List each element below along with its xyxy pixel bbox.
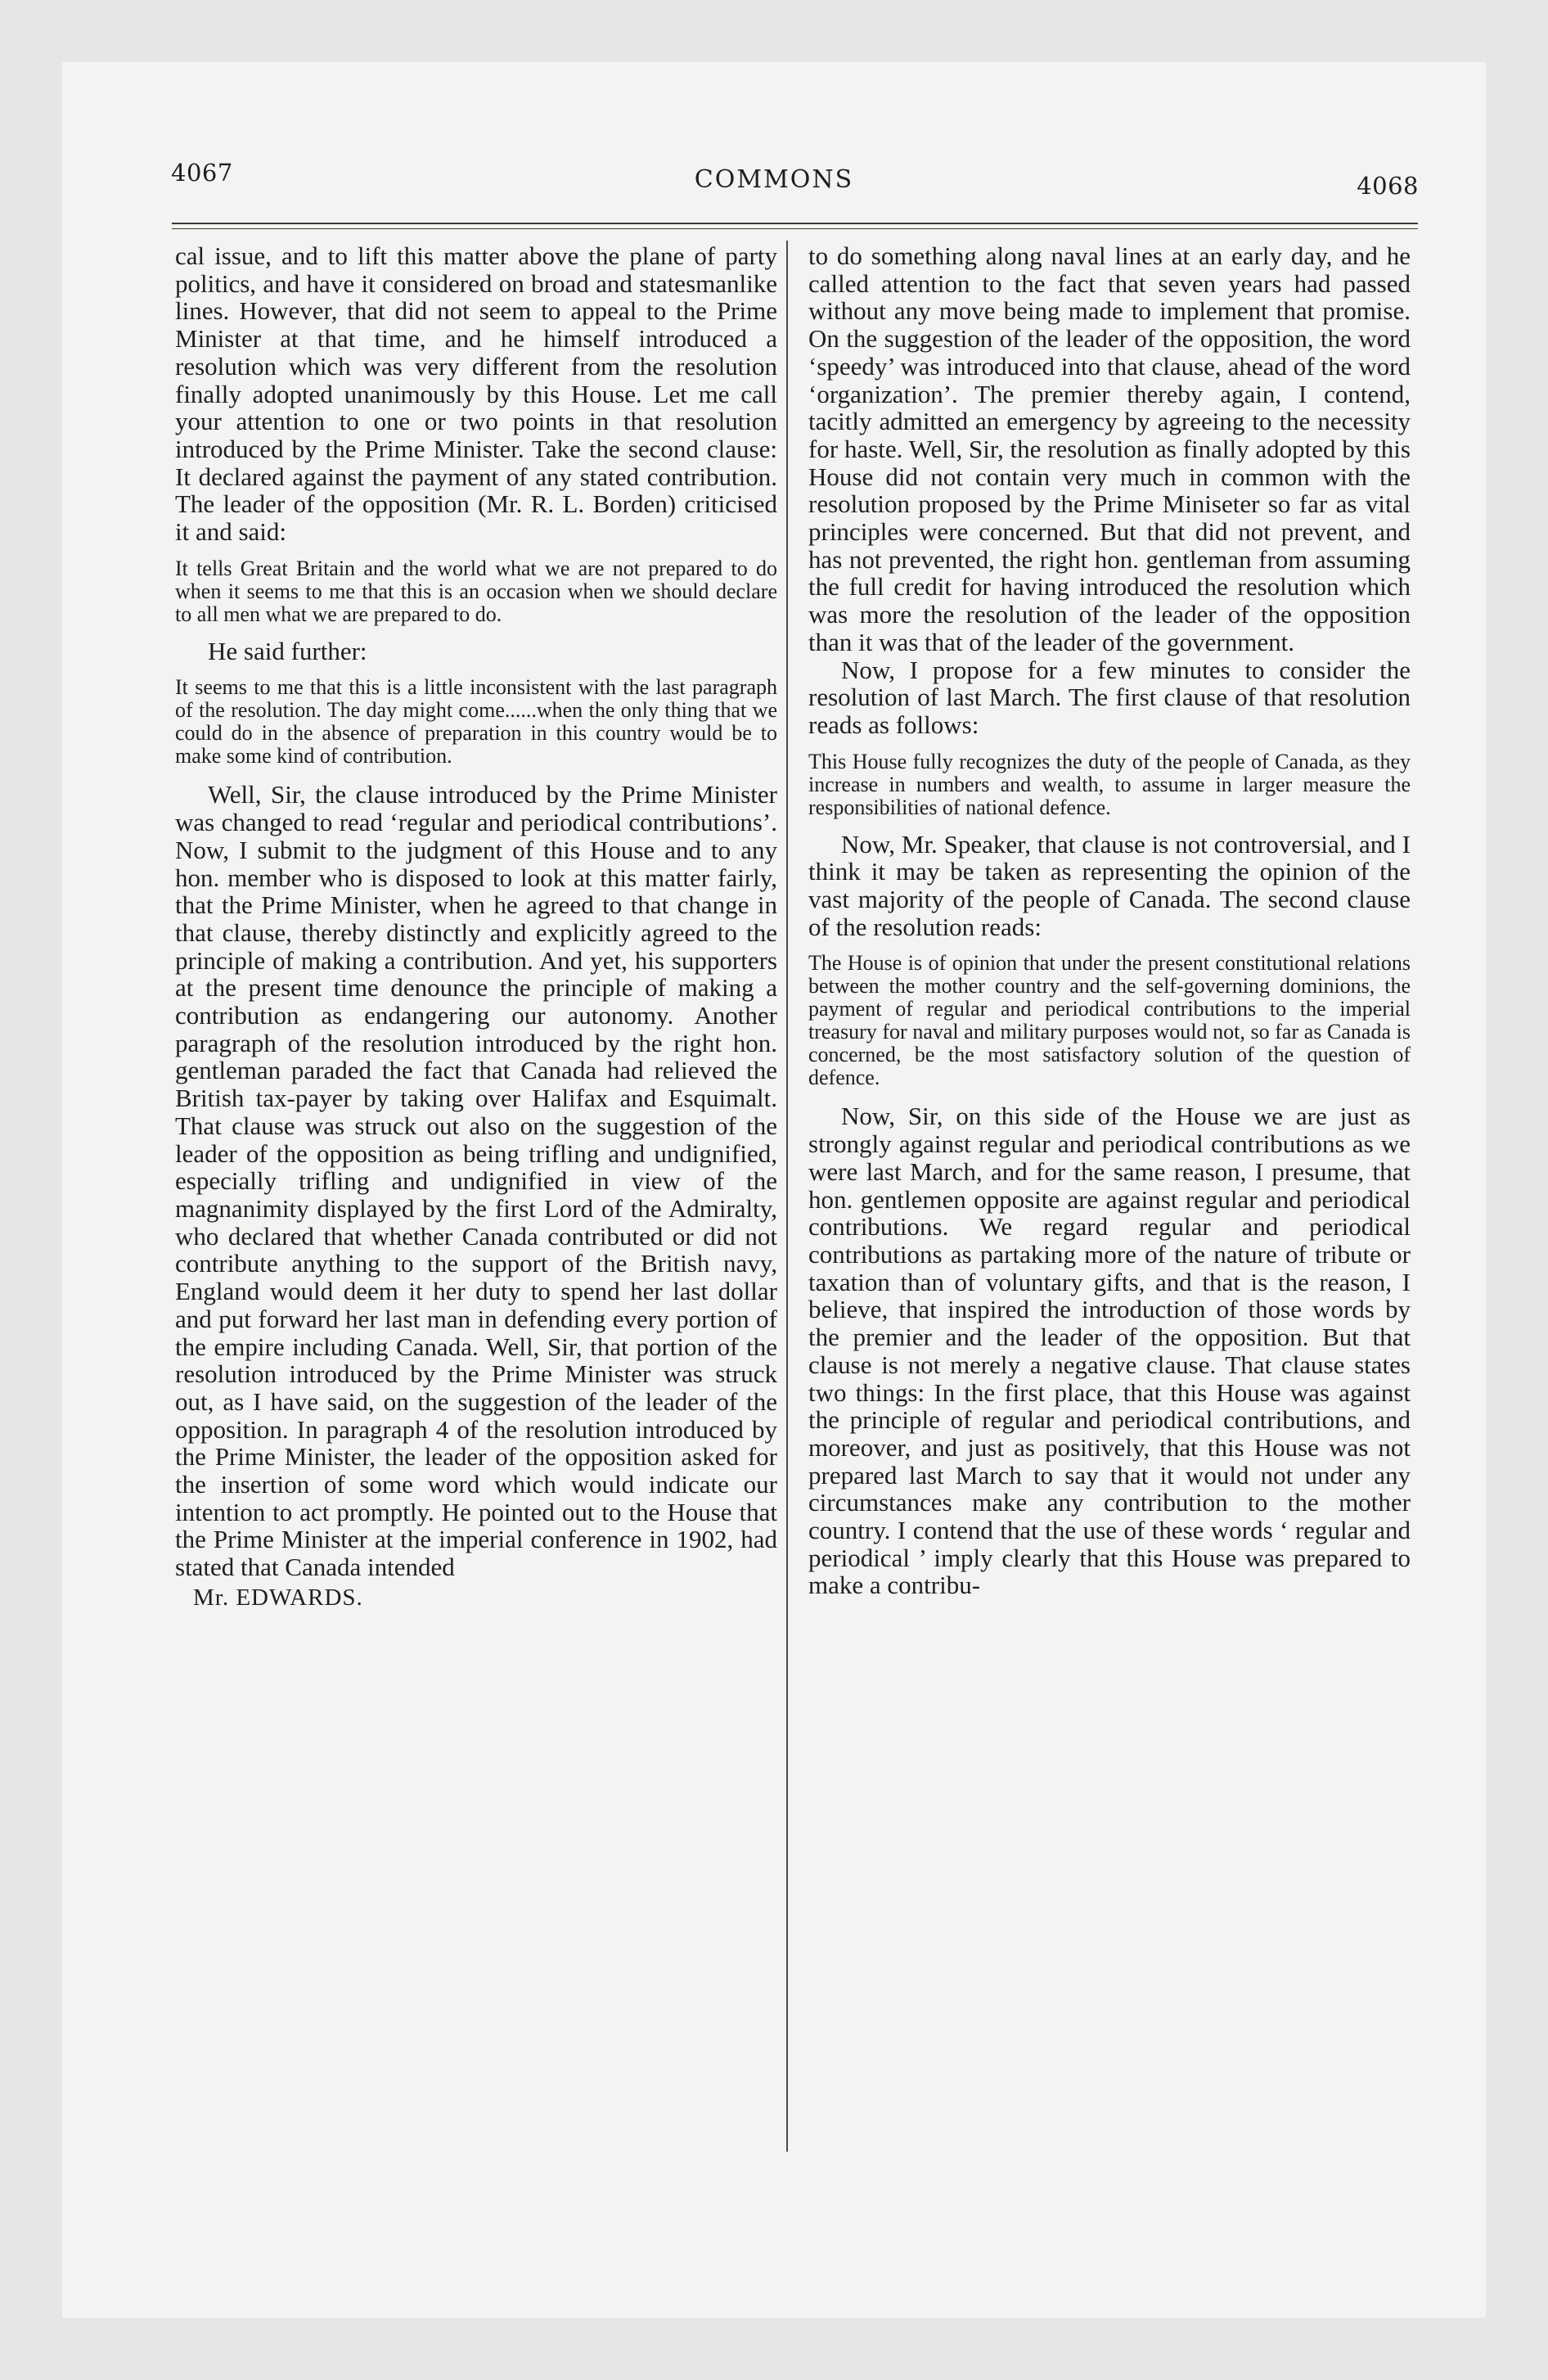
- left-column: [175, 242, 777, 1612]
- block-quote: It seems to me that this is a little inconsistent with the last paragraph of the resolution. The day might come......when the only thing that we could do in the absence of preparation in this country would be to make some kind of contribution.: [175, 675, 777, 769]
- running-head: COMMONS: [694, 165, 854, 194]
- paragraph: to do something along naval lines at an early day, and he called attention to the fact that seven years had passed without any move being made to implement that promise. On the suggestion of the leader of the opposition, the word ‘speedy’ was introduced into that clause, ahead of the word ‘organization’. The premier thereby again, I contend, tacitly admitted an emergency by agreeing to the necessity for haste. Well, Sir, the resolution as finally adopted by this House did not contain very much in common with the resolution proposed by the Prime Miniseter so far as vital principles were concerned. But that did not prevent, and has not prevented, the right hon. gentleman from assuming the full credit for having introduced the resolution which was more the resolution of the leader of the opposition than it was that of the leader of the government.: [808, 241, 1411, 656]
- page-sheet: [62, 62, 1486, 2318]
- paragraph: Now, Sir, on this side of the House we are just as strongly against regular and periodical contributions as we were last March, and for the same reason, I presume, that hon. gentlemen opposite are against regular and periodical contributions. We regard regular and periodical contributions as partaking more of the nature of tribute or taxation than of voluntary gifts, and that is the reason, I believe, that inspired the introduction of those words by the premier and the leader of the opposition. But that clause is not merely a negative clause. That clause states two things: In the first place, that this House was against the principle of regular and periodical contributions, and moreover, and just as positively, that this House was not prepared last March to say that it would not under any circumstances make any contribution to the mother country. I contend that the use of these words ‘ regular and periodical ’ imply clearly that this House was prepared to make a contribu-: [808, 1102, 1411, 1600]
- block-quote: This House fully recognizes the duty of the people of Canada, as they increase in numbers and wealth, to assume in larger measure the responsibilities of national defence.: [808, 749, 1411, 819]
- page-number-left: 4067: [171, 159, 233, 187]
- column-divider: [786, 241, 788, 2152]
- paragraph: Now, Mr. Speaker, that clause is not controversial, and I think it may be taken as representing the opinion of the vast majority of the people of Canada. The second clause of the resolution reads:: [808, 829, 1411, 941]
- page-number-right: 4068: [1357, 172, 1419, 200]
- paragraph: He said further:: [208, 636, 367, 665]
- right-column: [808, 242, 1411, 1599]
- header-rule: [172, 223, 1418, 224]
- page-header: [62, 159, 1486, 208]
- paragraph: cal issue, and to lift this matter above the plane of party politics, and have it considered on broad and statesmanlike lines. However, that did not seem to appeal to the Prime Minister at that time, and he himself introduced a resolution which was very different from the resolution finally adopted unanimously by this House. Let me call your attention to one or two points in that resolution introduced by the Prime Minister. Take the second clause: It declared against the payment of any stated contribution. The leader of the opposition (Mr. R. L. Borden) criticised it and said:: [175, 241, 777, 547]
- paragraph: Well, Sir, the clause introduced by the Prime Minister was changed to read ‘regular and periodical contributions’. Now, I submit to the judgment of this House and to any hon. member who is disposed to look at this matter fairly, that the Prime Minister, when he agreed to that change in that clause, thereby distinctly and explicitly agreed to the principle of making a contribution. And yet, his supporters at the present time denounce the principle of making a contribution as endangering our autonomy. Another paragraph of the resolution introduced by the right hon. gentleman paraded the fact that Canada had relieved the British tax-payer by taking over Halifax and Esquimalt. That clause was struck out also on the suggestion of the leader of the opposition as being trifling and undignified, especially trifling and undignified in view of the magnanimity displayed by the first Lord of the Admiralty, who declared that whether Canada contributed or did not contribute anything to the support of the British navy, England would deem it her duty to spend her last dollar and put forward her last man in defending every portion of the empire including Canada. Well, Sir, that portion of the resolution introduced by the Prime Minister was struck out, as I have said, on the suggestion of the leader of the opposition. In paragraph 4 of the resolution introduced by the Prime Minister, the leader of the opposition asked for the insertion of some word which would indicate our intention to act promptly. He pointed out to the House that the Prime Minister at the imperial conference in 1902, had stated that Canada intended: [175, 780, 777, 1582]
- block-quote: It tells Great Britain and the world what we are not prepared to do when it seems to me that this is an occasion when we should declare to all men what we are prepared to do.: [175, 556, 777, 626]
- header-rule-thin: [172, 228, 1418, 229]
- paragraph: Now, I propose for a few minutes to consider the resolution of last March. The first clause of that resolution reads as follows:: [808, 655, 1411, 739]
- block-quote: The House is of opinion that under the present constitutional relations between the mother country and the self-governing dominions, the payment of regular and periodical contributions to the imperial treasury for naval and military purposes would not, so far as Canada is concerned, be the most satisfactory solution of the question of defence.: [808, 951, 1411, 1090]
- speaker-signature: Mr. EDWARDS.: [193, 1584, 363, 1611]
